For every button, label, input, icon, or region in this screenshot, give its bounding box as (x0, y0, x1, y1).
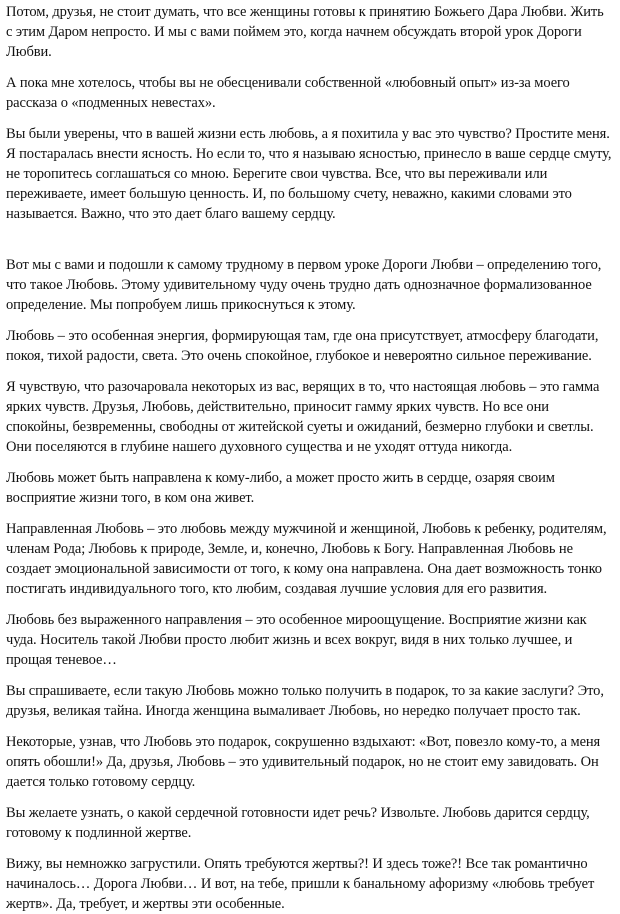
paragraph-11: Некоторые, узнав, что Любовь это подарок, сокрушенно вздыхают: «Вот, повезло кому-то, а меня опять обошли!» Да, друзья, Любовь – это удивительный подарок, но не стоит ему завидовать. Он дается только готовому сердцу. (6, 734, 601, 790)
paragraph-6: Я чувствую, что разочаровала некоторых из вас, верящих в то, что настоящая любовь – это гамма ярких чувств. Друзья, Любовь, действительно, приносит гамму ярких чувств. Но все они спокойны, безвременны, свободны от житейской суеты и ожиданий, безмерно глубоки и светлы. Они поселяются в глубине нашего духовного существа и не уходят оттуда никогда. (6, 379, 600, 455)
paragraph-2: А пока мне хотелось, чтобы вы не обесценивали собственной «любовный опыт» из-за моего рассказа о «подменных невестах». (6, 75, 570, 111)
paragraph-spacer (6, 235, 612, 255)
paragraph-13: Вижу, вы немножко загрустили. Опять требуются жертвы?! И здесь тоже?! Все так романтично начиналось… Дорога Любви… И вот, на тебе, пришли к банальному афоризму «любовь требует жертв». Да, требует, и жертвы эти особенные. (6, 856, 595, 912)
paragraph-9: Любовь без выраженного направления – это особенное мироощущение. Восприятие жизни как чуда. Носитель такой Любви просто любит жизнь и всех вокруг, видя в них только лучшее, и прощая теневое… (6, 612, 587, 668)
paragraph-3: Вы были уверены, что в вашей жизни есть любовь, а я похитила у вас это чувство? Простите меня. Я постаралась внести ясность. Но если то, что я называю ясностью, принесло в ваше сердце смуту, не торопитесь соглашаться со мною. Берегите свои чувства. Все, что вы переживали или переживаете, имеет большую ценность. И, по большому счету, неважно, какими словами это называется. Важно, что это дает благо вашему сердцу. (6, 126, 612, 222)
paragraph-4: Вот мы с вами и подошли к самому трудному в первом уроке Дороги Любви – определению того, что такое Любовь. Этому удивительному чуду очень трудно дать однозначное формализованное определение. Мы попробуем лишь прикоснуться к этому. (6, 257, 602, 313)
paragraph-10: Вы спрашиваете, если такую Любовь можно только получить в подарок, то за какие заслуги? Это, друзья, великая тайна. Иногда женщина вымаливает Любовь, но нередко получает просто так. (6, 683, 604, 719)
paragraph-7: Любовь может быть направлена к кому-либо, а может просто жить в сердце, озаряя своим восприятие жизни того, в ком она живет. (6, 470, 555, 506)
paragraph-12: Вы желаете узнать, о какой сердечной готовности идет речь? Извольте. Любовь дарится сердцу, готовому к подлинной жертве. (6, 805, 590, 841)
paragraph-5: Любовь – это особенная энергия, формирующая там, где она присутствует, атмосферу благодати, покоя, тихой радости, света. Это очень спокойное, глубокое и невероятно сильное переживание. (6, 328, 599, 364)
paragraph-1: Потом, друзья, не стоит думать, что все женщины готовы к принятию Божьего Дара Любви. Жить с этим Даром непросто. И мы с вами поймем это, когда начнем обсуждать второй урок Дороги Любви. (6, 4, 604, 60)
paragraph-8: Направленная Любовь – это любовь между мужчиной и женщиной, Любовь к ребенку, родителям, членам Рода; Любовь к природе, Земле, и, конечно, Любовь к Богу. Направленная Любовь не создает эмоциональной зависимости от того, к кому она направлена. Она дает возможность тонко постигать индивидуального того, кто любим, создавая лучшие условия для его развития. (6, 521, 607, 597)
